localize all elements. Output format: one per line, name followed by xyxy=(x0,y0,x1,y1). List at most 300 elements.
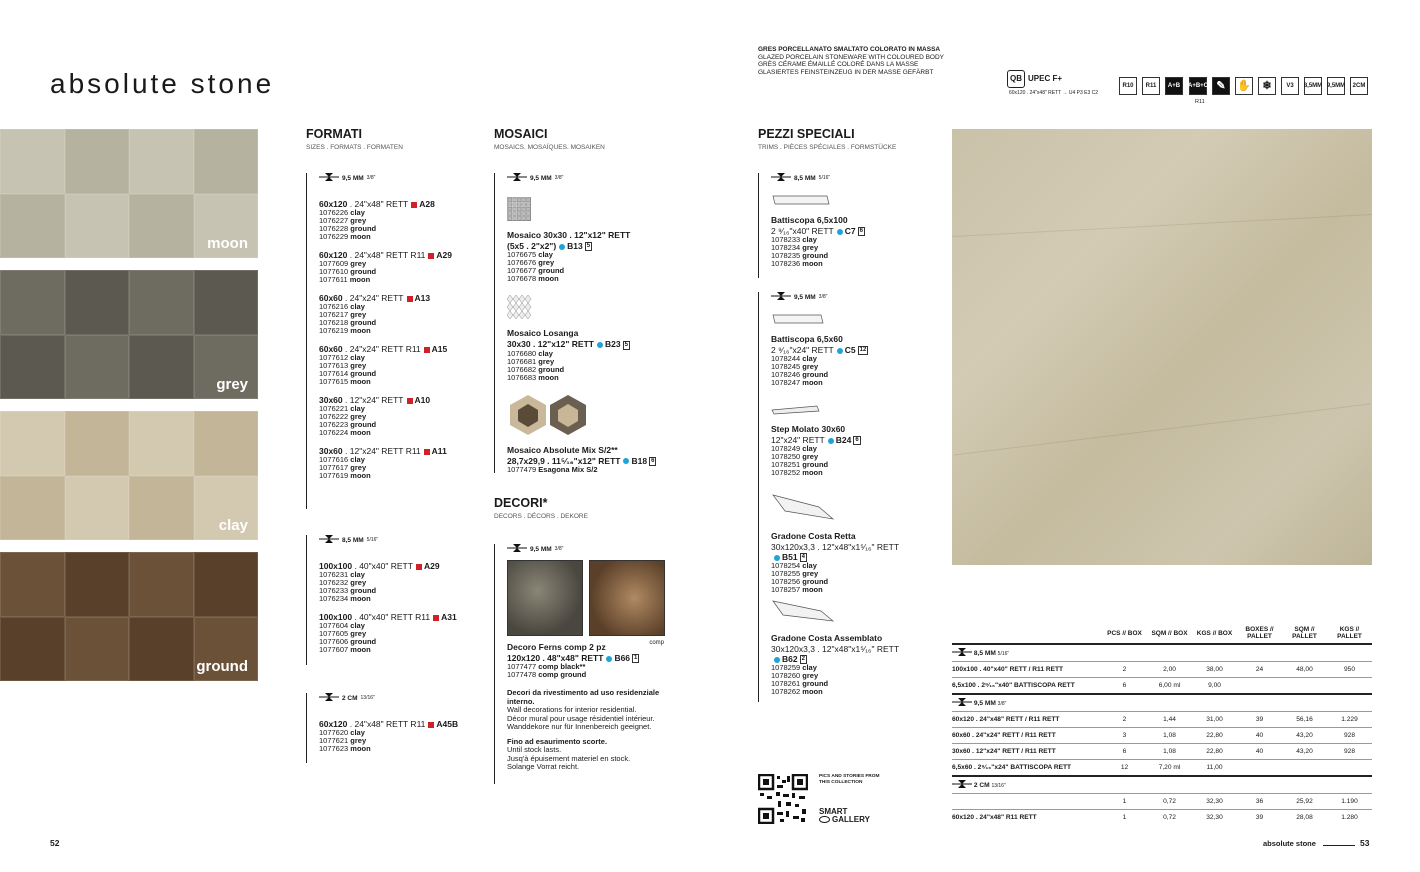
formati-column xyxy=(306,127,476,753)
code-list xyxy=(319,209,476,241)
size-desc: . 24"x48" RETT R11 xyxy=(349,719,426,729)
red-square-icon xyxy=(416,564,422,570)
swatch-tile xyxy=(129,194,194,259)
battiscopa-100-drawing xyxy=(771,193,938,212)
code-list xyxy=(319,303,476,335)
code-number: 1076217 xyxy=(319,310,349,319)
table-cell: 43,20 xyxy=(1282,744,1327,760)
code-number: 1077605 xyxy=(319,629,349,638)
swatch-tile xyxy=(65,411,130,476)
code-list xyxy=(507,663,674,679)
table-section-cell xyxy=(952,644,1372,662)
trim-name: Battiscopa 6,5x100 xyxy=(771,215,848,225)
swatch-label: moon xyxy=(207,235,248,252)
blue-dot-icon xyxy=(606,656,612,662)
code-color: clay xyxy=(802,235,817,245)
swatch-tile xyxy=(0,411,65,476)
table-row-label: 60x120 . 24"x48" R11 RETT xyxy=(952,810,1102,826)
eye-icon xyxy=(819,816,830,823)
mosaic-grid-thumbnail xyxy=(507,197,674,226)
code-number: 1078262 xyxy=(771,687,801,697)
code-number: 1076218 xyxy=(319,318,349,327)
upec-label: UPEC F+ xyxy=(1028,74,1063,83)
code-number: 1076216 xyxy=(319,302,349,311)
mosaic-size-text: (5x5 . 2"x2") xyxy=(507,241,557,251)
packaging-code: C5 xyxy=(844,345,856,355)
trim-item xyxy=(758,173,938,268)
blue-dot-icon xyxy=(828,438,834,444)
code-color: comp black** xyxy=(538,662,586,672)
gallery-row xyxy=(819,815,870,824)
photo-grout-line xyxy=(952,214,1371,237)
packaging-code: B66 xyxy=(614,653,631,663)
code-number: 1078235 xyxy=(771,251,801,261)
swatch-tile xyxy=(194,270,259,335)
section-fraction: 3/8" xyxy=(997,700,1007,707)
table-cell: 39 xyxy=(1237,712,1282,728)
size-desc: . 24"x24" RETT R11 xyxy=(345,344,421,354)
size-desc: . 40"x40" RETT R11 xyxy=(354,612,431,622)
table-header: KGS // PALLET xyxy=(1337,626,1362,640)
code-number: 1077619 xyxy=(319,471,349,480)
code-number: 1078252 xyxy=(771,468,801,478)
table-cell xyxy=(1327,760,1372,777)
header-line-2: GLAZED PORCELAIN STONEWARE WITH COLOURED BODY xyxy=(758,53,944,61)
section-label: 9,5 MM xyxy=(973,699,996,707)
thickness-fraction: 3/8" xyxy=(818,294,828,300)
table-row-label: 60x120 . 24"x48" RETT / R11 RETT xyxy=(952,712,1102,728)
thickness-fraction: 3/8" xyxy=(554,546,564,552)
r11-note: R11 xyxy=(1195,99,1205,105)
mosaic-size-text: 28,7x29,9 . 11⁵⁄₁₆"x12" RETT xyxy=(507,455,621,466)
box-count: 2 xyxy=(801,656,805,663)
red-square-icon xyxy=(407,398,413,404)
swatch-tile xyxy=(0,476,65,541)
note-2-title: Fino ad esaurimento scorte. xyxy=(507,736,608,746)
thickness-fraction: 13/16" xyxy=(360,695,375,701)
thickness-marker xyxy=(319,173,476,183)
table-row-label: 100x100 . 40"x40" RETT / R11 RETT xyxy=(952,662,1102,678)
code-number: 1076219 xyxy=(319,326,349,335)
shade-variation-v3-icon: V3 xyxy=(1281,77,1299,95)
code-color: ground xyxy=(538,364,565,374)
code-color: moon xyxy=(350,428,371,437)
code-color: ground xyxy=(350,637,377,646)
size-value: 60x120 xyxy=(319,199,348,209)
code-number: 1077606 xyxy=(319,637,349,646)
decor-ferns-black-image xyxy=(507,560,583,636)
code-list xyxy=(771,445,938,477)
packaging-code: B51 xyxy=(782,552,798,562)
packaging-code: C7 xyxy=(844,226,856,236)
mosaic-name: Mosaico 30x30 . 12"x12" RETT xyxy=(507,230,631,240)
thickness-label: 9,5 MM xyxy=(530,545,552,553)
thickness-marker xyxy=(319,535,476,545)
thickness-icon xyxy=(507,173,527,183)
swatch-label: ground xyxy=(196,658,248,675)
packaging-code: A15 xyxy=(431,344,448,354)
packaging-code: B62 xyxy=(782,654,798,664)
swatch-tile xyxy=(129,617,194,682)
code-color: ground xyxy=(350,267,377,276)
qr-code-icon[interactable] xyxy=(758,774,808,824)
code-number: 1076234 xyxy=(319,594,349,603)
qr-block xyxy=(758,774,888,826)
step-molato-drawing xyxy=(771,403,938,421)
table-cell: 950 xyxy=(1327,662,1372,678)
packaging-code: A31 xyxy=(441,612,457,622)
code-color: ground xyxy=(802,251,829,261)
collection-title: absolute stone xyxy=(50,68,275,99)
thickness-label: 9,5 MM xyxy=(794,293,816,301)
code-color: ground xyxy=(802,577,829,587)
table-section-row xyxy=(952,644,1372,662)
swatch-clay xyxy=(0,411,258,540)
code-list xyxy=(319,571,476,603)
table-cell: 3 xyxy=(1102,728,1147,744)
code-color: clay xyxy=(802,444,817,454)
thickness-icon xyxy=(952,780,972,790)
code-number: 1078246 xyxy=(771,370,801,380)
code-color: clay xyxy=(802,354,817,364)
swatch-tile xyxy=(0,335,65,400)
code-color: moon xyxy=(350,471,371,480)
code-row xyxy=(771,379,938,387)
code-color: clay xyxy=(350,353,365,362)
code-color: grey xyxy=(802,671,819,681)
mosaic-name: Mosaico Losanga xyxy=(507,328,579,339)
table-cell: 36 xyxy=(1237,794,1282,810)
code-color: clay xyxy=(538,250,553,260)
size-group xyxy=(306,693,476,753)
swatch-tile xyxy=(65,129,130,194)
code-color: grey xyxy=(802,569,819,579)
table-cell: 32,30 xyxy=(1192,794,1237,810)
size-value: 30x60 xyxy=(319,395,343,405)
gradone-costa-retta-drawing xyxy=(771,493,938,528)
swatch-tile xyxy=(129,411,194,476)
decor-comp-label: comp xyxy=(649,640,664,646)
thickness-fraction: 5/16" xyxy=(366,537,379,543)
thickness-icon xyxy=(771,173,791,183)
code-number: 1078257 xyxy=(771,585,801,595)
section-fraction: 13/16" xyxy=(991,782,1006,789)
blue-dot-icon xyxy=(559,244,565,250)
code-number: 1076233 xyxy=(319,586,349,595)
red-square-icon xyxy=(428,722,434,728)
code-number: 1078251 xyxy=(771,460,801,470)
size-item xyxy=(319,250,476,284)
trim-item xyxy=(758,493,938,594)
code-list xyxy=(771,355,938,387)
table-row-label: 30x60 . 12"x24" RETT / R11 RETT xyxy=(952,744,1102,760)
packing-table xyxy=(952,626,1372,825)
code-color: grey xyxy=(350,310,367,319)
size-desc: . 12"x24" RETT xyxy=(345,395,404,405)
note-1-line: Wall decorations for interior residential. xyxy=(507,705,637,715)
table-header: SQM // BOX xyxy=(1151,629,1188,637)
trim-code-group xyxy=(825,435,861,445)
red-square-icon xyxy=(424,347,430,353)
formati-subtitle: SIZES . FORMATS . FORMATEN xyxy=(306,144,403,151)
packaging-code: B18 xyxy=(631,455,648,466)
table-cell: 7,20 ml xyxy=(1147,760,1192,777)
code-color: ground xyxy=(350,224,377,233)
code-color: moon xyxy=(350,645,371,654)
thickness-marker xyxy=(319,693,476,703)
red-square-icon xyxy=(407,296,413,302)
swatch-grey xyxy=(0,270,258,399)
table-cell: 1,08 xyxy=(1147,744,1192,760)
decori-group xyxy=(494,544,674,772)
blue-dot-icon xyxy=(597,342,603,348)
code-color: grey xyxy=(350,736,367,745)
pezzi-subtitle: TRIMS . PIÈCES SPÉCIALES . FORMSTÜCKE xyxy=(758,144,897,151)
code-color: moon xyxy=(802,468,823,478)
mosaic-item xyxy=(507,197,674,283)
header-line-1: GRES PORCELLANATO SMALTATO COLORATO IN MASSA xyxy=(758,46,941,53)
code-number: 1077623 xyxy=(319,744,349,753)
frost-resistant-icon: ❄ xyxy=(1258,77,1276,95)
mosaic-item xyxy=(507,295,674,381)
code-number: 1078233 xyxy=(771,235,801,245)
thickness-icon xyxy=(952,698,972,708)
photo-grout-line xyxy=(954,403,1371,455)
packaging-code: A29 xyxy=(423,561,440,571)
table-cell: 0,72 xyxy=(1147,810,1192,826)
swatch-tile xyxy=(65,552,130,617)
table-cell: 12 xyxy=(1102,760,1147,777)
footer-rule xyxy=(1323,845,1355,846)
trim-size: 30x120x3,3 . 12"x48"x1⁵⁄₁₆" RETT xyxy=(771,644,900,654)
code-row xyxy=(507,275,674,283)
note-2-line: Until stock lasts. xyxy=(507,745,562,755)
group-rule xyxy=(306,535,307,665)
code-number: 1078234 xyxy=(771,243,801,253)
blue-dot-icon xyxy=(837,348,843,354)
code-color: ground xyxy=(350,420,377,429)
slip-r10-icon: R10 xyxy=(1119,77,1137,95)
thickness-label: 8,5 MM xyxy=(342,536,364,544)
code-number: 1076228 xyxy=(319,224,349,233)
table-row xyxy=(952,678,1372,695)
swatch-tile xyxy=(0,194,65,259)
table-row-label: 6,5x60 . 2⁹⁄₁₆"x24" BATTISCOPA RETT xyxy=(952,760,1102,777)
code-color: clay xyxy=(350,728,365,737)
table-section-row xyxy=(952,776,1372,794)
size-value: 30x60 xyxy=(319,446,343,456)
page-number-right: 53 xyxy=(1360,838,1370,848)
swatch-tile xyxy=(194,552,259,617)
code-number: 1076229 xyxy=(319,232,349,241)
size-desc: . 24"x24" RETT xyxy=(345,293,404,303)
thickness-icon xyxy=(507,544,527,554)
table-section-cell xyxy=(952,776,1372,794)
code-row xyxy=(319,327,476,335)
table-cell: 40 xyxy=(1237,744,1282,760)
group-inner xyxy=(494,544,674,772)
code-number: 1078255 xyxy=(771,569,801,579)
code-color: grey xyxy=(538,356,555,366)
code-number: 1076224 xyxy=(319,428,349,437)
header-line-4: GLASIERTES FEINSTEINZEUG IN DER MASSE GEFÄRBT xyxy=(758,68,934,76)
table-cell: 11,00 xyxy=(1192,760,1237,777)
code-number: 1076222 xyxy=(319,412,349,421)
code-color: ground xyxy=(350,318,377,327)
table-cell: 1,44 xyxy=(1147,712,1192,728)
trim-item xyxy=(758,292,938,387)
box-count: 5 xyxy=(624,341,628,348)
blue-dot-icon xyxy=(774,555,780,561)
code-color: ground xyxy=(802,370,829,380)
code-number: 1078245 xyxy=(771,362,801,372)
code-number: 1078260 xyxy=(771,671,801,681)
note-1-line: Wanddekore nur für Innenbereich geeignet. xyxy=(507,722,652,732)
code-color: comp ground xyxy=(538,670,587,680)
trim-code-group xyxy=(834,345,869,355)
thickness-icon xyxy=(771,292,791,302)
code-row xyxy=(319,276,476,284)
swatch-tile xyxy=(0,129,65,194)
table-cell: 56,16 xyxy=(1282,712,1327,728)
code-color: moon xyxy=(350,744,371,753)
code-list xyxy=(771,236,938,268)
code-color: moon xyxy=(802,585,823,595)
code-row xyxy=(319,378,476,386)
table-cell: 22,80 xyxy=(1192,728,1237,744)
code-number: 1077613 xyxy=(319,361,349,370)
packaging-code: A11 xyxy=(431,446,447,456)
group-inner xyxy=(758,173,938,268)
box-count: 12 xyxy=(859,347,867,354)
code-list xyxy=(319,622,476,654)
code-number: 1078249 xyxy=(771,444,801,454)
note-2-line: Solange Vorrat reicht. xyxy=(507,762,580,772)
decori-column xyxy=(494,496,674,772)
thickness-icon xyxy=(319,693,339,703)
swatch-tile xyxy=(194,411,259,476)
note-1-title: Decori da rivestimento ad uso residenziale interno. xyxy=(507,688,660,706)
code-list xyxy=(319,354,476,386)
upec-sub: 60x120 . 24"x48" RETT → U4 P3 E3 C2 xyxy=(1009,90,1099,96)
group-rule xyxy=(494,173,495,473)
thickness-label: 2 CM xyxy=(342,694,358,702)
size-group xyxy=(306,173,476,480)
hand-icon: ✋ xyxy=(1235,77,1253,95)
code-row xyxy=(319,745,476,753)
mosaic-item xyxy=(507,394,674,474)
table-cell: 48,00 xyxy=(1282,662,1327,678)
thickness-icon xyxy=(952,648,972,658)
box-count: 6 xyxy=(859,228,863,235)
decori-title: DECORI* xyxy=(494,496,548,510)
footer-collection: absolute stone xyxy=(1263,839,1316,848)
barefoot-abc-icon: A+B+C xyxy=(1189,77,1207,95)
code-list xyxy=(319,260,476,284)
battiscopa-60-drawing xyxy=(771,312,938,331)
code-color: moon xyxy=(350,377,371,386)
code-list xyxy=(507,251,674,283)
code-number: 1077612 xyxy=(319,353,349,362)
size-value: 100x100 xyxy=(319,612,353,622)
code-row xyxy=(771,586,938,594)
table-cell: 25,92 xyxy=(1282,794,1327,810)
code-color: clay xyxy=(350,455,365,464)
code-color: clay xyxy=(350,208,365,217)
code-list xyxy=(319,729,476,753)
size-value: 60x120 xyxy=(319,250,348,260)
table-cell: 928 xyxy=(1327,744,1372,760)
swatch-tile xyxy=(65,270,130,335)
decor-name: Decoro Ferns comp 2 pz xyxy=(507,642,606,652)
swatch-tile xyxy=(129,129,194,194)
code-number: 1076680 xyxy=(507,348,537,358)
thickness-marker xyxy=(507,544,674,554)
code-number: 1076676 xyxy=(507,258,537,268)
code-number: 1078244 xyxy=(771,354,801,364)
decor-images xyxy=(507,560,674,636)
code-color: ground xyxy=(350,369,377,378)
code-number: 1078247 xyxy=(771,378,801,388)
code-color: grey xyxy=(802,362,819,372)
size-value: 60x60 xyxy=(319,293,343,303)
size-item xyxy=(319,719,476,753)
code-color: clay xyxy=(350,570,365,579)
page-number-left: 52 xyxy=(50,838,60,848)
packaging-code: B23 xyxy=(604,339,621,350)
code-number: 1076231 xyxy=(319,570,349,579)
table-cell: 24 xyxy=(1237,662,1282,678)
code-number: 1076677 xyxy=(507,266,537,276)
trim-size: 2 ⁹⁄₁₆"x24" RETT xyxy=(771,345,834,355)
swatch-label: clay xyxy=(218,517,248,534)
blue-dot-icon xyxy=(623,458,629,464)
code-row xyxy=(507,671,674,679)
code-number: 1077478 xyxy=(507,670,537,680)
table-header: PCS // BOX xyxy=(1107,629,1142,637)
size-item xyxy=(319,199,476,241)
table-cell: 22,80 xyxy=(1192,744,1237,760)
swatch-tile xyxy=(129,552,194,617)
code-color: grey xyxy=(350,361,367,370)
swatch-tile xyxy=(129,335,194,400)
mosaici-group xyxy=(494,173,674,474)
pezzi-title: PEZZI SPECIALI xyxy=(758,127,855,141)
thickness-fraction: 3/8" xyxy=(366,175,376,181)
table-row xyxy=(952,794,1372,810)
group-inner xyxy=(306,693,476,753)
table-cell: 38,00 xyxy=(1192,662,1237,678)
code-number: 1077477 xyxy=(507,662,537,672)
size-value: 60x120 xyxy=(319,719,348,729)
table-header: SQM // PALLET xyxy=(1292,626,1317,640)
section-fraction: 5/16" xyxy=(997,650,1010,657)
packaging-code: A13 xyxy=(414,293,431,303)
red-square-icon xyxy=(433,615,439,621)
table-row xyxy=(952,712,1372,728)
code-number: 1077611 xyxy=(319,275,348,284)
code-number: 1077607 xyxy=(319,645,349,654)
section-label: 2 CM xyxy=(973,781,990,789)
code-color: clay xyxy=(538,348,553,358)
table-cell: 0,72 xyxy=(1147,794,1192,810)
table-row xyxy=(952,728,1372,744)
table-cell: 6,00 ml xyxy=(1147,678,1192,695)
table-cell: 6 xyxy=(1102,744,1147,760)
table-row xyxy=(952,760,1372,777)
product-header xyxy=(758,46,988,76)
table-header-blank xyxy=(952,626,1102,644)
